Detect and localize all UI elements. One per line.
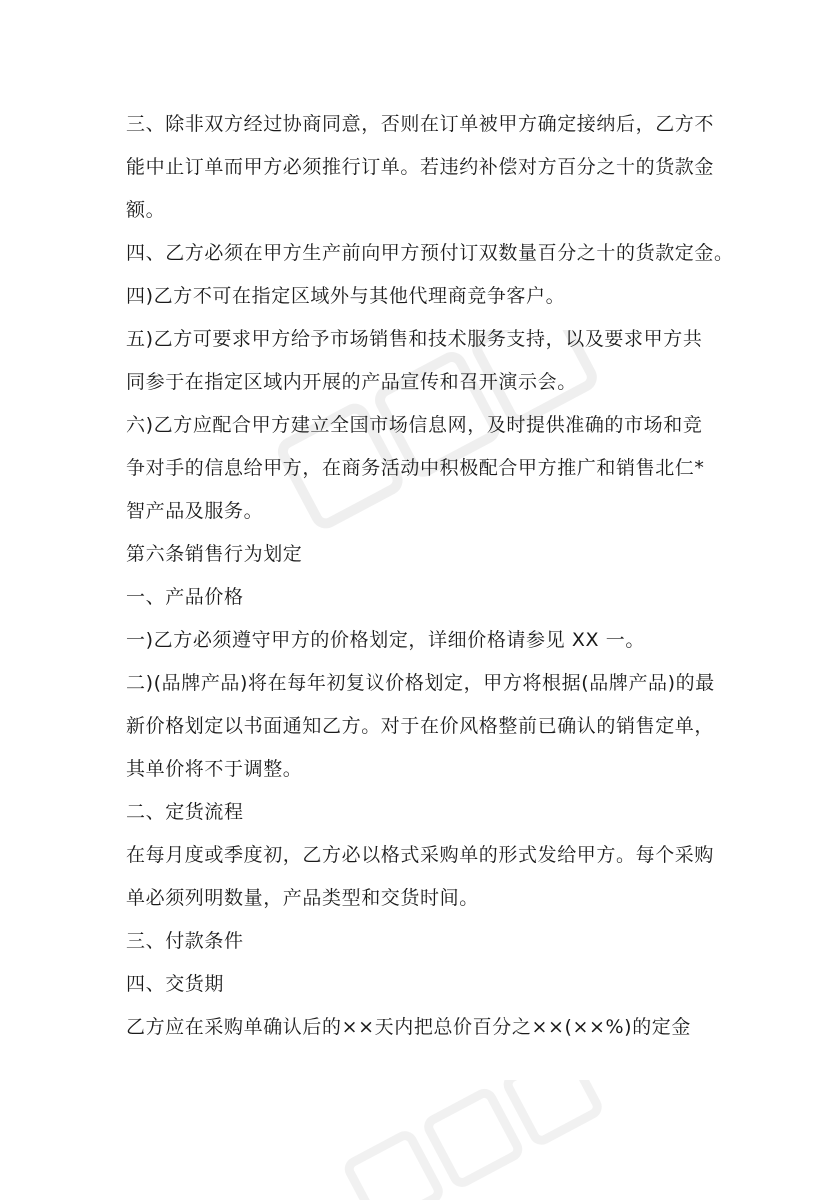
paragraph-item-5	[126, 318, 726, 404]
text-line: 能中止订单而甲方必须推行订单。若违约补偿对方百分之十的货款金	[126, 156, 715, 178]
text-line: 其单价将不于调整。	[126, 758, 303, 780]
text-line: 乙方应在采购单确认后的××天内把总价百分之××(××%)的定金	[126, 1016, 691, 1038]
text-line: 三、付款条件	[126, 930, 244, 952]
subheading-delivery-period	[126, 963, 726, 1006]
text-line: 一)乙方必须遵守甲方的价格划定，详细价格请参见 XX 一。	[126, 629, 645, 651]
paragraph-clause-3	[126, 103, 726, 232]
text-line: 智产品及服务。	[126, 500, 264, 522]
text-line: 一、产品价格	[126, 586, 244, 608]
text-line: 二、定货流程	[126, 801, 244, 823]
text-line: 六)乙方应配合甲方建立全国市场信息网，及时提供准确的市场和竞	[126, 414, 703, 436]
text-line: 四、交货期	[126, 973, 225, 995]
text-line: 四)乙方不可在指定区域外与其他代理商竞争客户。	[126, 285, 566, 307]
paragraph-delivery-period	[126, 1006, 726, 1049]
paragraph-item-6	[126, 404, 726, 533]
paragraph-order-process	[126, 834, 726, 920]
text-line: 第六条销售行为划定	[126, 543, 303, 565]
text-line: 单必须列明数量，产品类型和交货时间。	[126, 887, 479, 909]
text-line: 额。	[126, 199, 166, 221]
text-line: 二)(品牌产品)将在每年初复议价格划定，甲方将根据(品牌产品)的最	[126, 672, 715, 694]
paragraph-item-4	[126, 275, 726, 318]
section-heading-article-6	[126, 533, 726, 576]
paragraph-price-item-2	[126, 662, 726, 791]
text-line: 四、乙方必须在甲方生产前向甲方预付订双数量百分之十的货款定金。	[126, 242, 734, 264]
text-line: 五)乙方可要求甲方给予市场销售和技术服务支持，以及要求甲方共	[126, 328, 703, 350]
text-line: 争对手的信息给甲方，在商务活动中积极配合甲方推广和销售北仁*	[126, 457, 705, 479]
paragraph-clause-4	[126, 232, 734, 275]
text-line: 新价格划定以书面通知乙方。对于在价风格整前已确认的销售定单，	[126, 715, 715, 737]
text-line: 在每月度或季度初，乙方必以格式采购单的形式发给甲方。每个采购	[126, 844, 715, 866]
paragraph-price-item-1	[126, 619, 726, 662]
subheading-product-price	[126, 576, 726, 619]
document-body	[126, 103, 734, 1049]
watermark-logo-bottom	[330, 1080, 630, 1200]
subheading-order-process	[126, 791, 726, 834]
text-line: 同参于在指定区域内开展的产品宣传和召开演示会。	[126, 371, 577, 393]
text-line: 三、除非双方经过协商同意，否则在订单被甲方确定接纳后，乙方不	[126, 113, 715, 135]
subheading-payment-terms	[126, 920, 726, 963]
